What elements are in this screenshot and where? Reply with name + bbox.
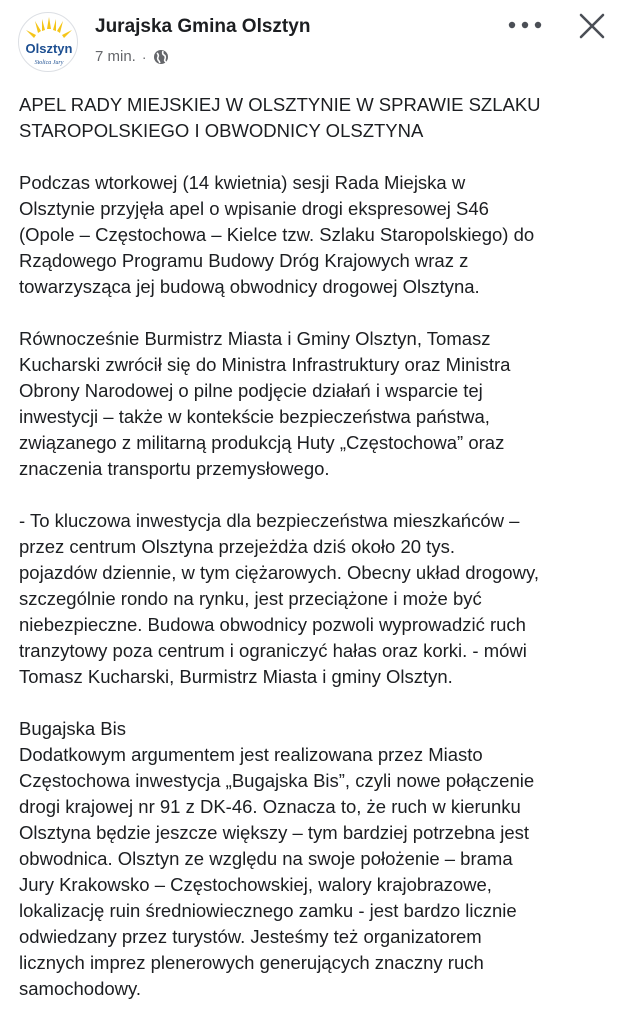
close-icon bbox=[579, 13, 605, 39]
meta-separator: · bbox=[141, 48, 147, 65]
globe-icon[interactable] bbox=[153, 49, 169, 65]
olsztyn-logo bbox=[19, 13, 78, 72]
page-avatar[interactable] bbox=[18, 12, 78, 72]
page-name[interactable]: Jurajska Gmina Olsztyn bbox=[95, 16, 311, 37]
post-text: APEL RADY MIEJSKIEJ W OLSZTYNIE W SPRAWIE SZLAKU STAROPOLSKIEGO I OBWODNICY OLSZTYNA Podczas wtorkowej (14 kwietnia) sesji Rada Miejska w Olsztynie przyjęła apel o wpisanie drogi ekspresowej S46 (Opole – Częstochowa – Kielce tzw. Szlaku Staropolskiego) do Rządowego Programu Budowy Dróg Krajowych wraz z towarzysząca jej budową obwodnicy drogowej Olsztyna. Równocześnie Burmistrz Miasta i Gminy Olsztyn, Tomasz Kucharski zwrócił się do Ministra Infrastruktury oraz Ministra Obrony Narodowej o pilne podjęcie działań i wsparcie tej inwestycji – także w kontekście bezpieczeństwa państwa, związanego z militarną produkcją Huty „Częstochowa” oraz znaczenia transportu przemysłowego. - To kluczowa inwestycja dla bezpieczeństwa mieszkańców – przez centrum Olsztyna przejeżdża dziś około 20 tys. pojazdów dziennie, w tym ciężarowych. Obecny układ drogowy, szczególnie rondo na rynku, jest przeciążone i może być niebezpieczne. Budowa obwodnicy pozwoli wyprowadzić ruch tranzytowy poza centrum i ograniczyć hałas oraz korki. - mówi Tomasz Kucharski, Burmistrz Miasta i gminy Olsztyn. Bugajska Bis Dodatkowym argumentem jest realizowana przez Miasto Częstochowa inwestycja „Bugajska Bis”, czyli nowe połączenie drogi krajowej nr 91 z DK-46. Oznacza to, że ruch w kierunku Olsztyna będzie jeszcze większy – tym bardziej potrzebna jest obwodnica. Olsztyn ze względu na swoje położenie – brama Jury Krakowsko – Częstochowskiej, walory krajobrazowe, lokalizację ruin średniowiecznego zamku - jest bardzo licznie odwiedzany przez turystów. Jesteśmy też organizatorem licznych imprez plenerowych generujących znaczny ruch samochodowy. bbox=[19, 94, 541, 999]
close-button[interactable] bbox=[572, 6, 612, 46]
post-meta bbox=[95, 48, 169, 65]
more-options-button[interactable] bbox=[502, 10, 548, 40]
more-dots-icon bbox=[508, 21, 542, 29]
logo-text: Olsztyn bbox=[25, 41, 73, 56]
post-header bbox=[0, 0, 623, 80]
logo-tagline: Stolica Jury bbox=[34, 60, 64, 66]
post-time[interactable]: 7 min. bbox=[95, 48, 136, 65]
